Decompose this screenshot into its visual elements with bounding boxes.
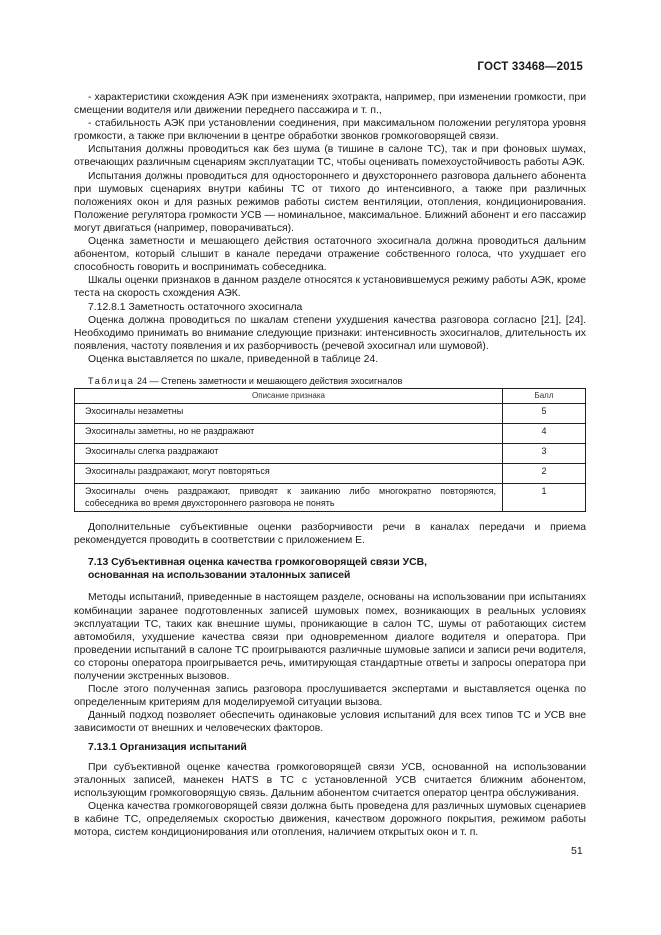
- table-cell-description: [75, 464, 503, 484]
- table-row: [75, 444, 586, 464]
- paragraph: - стабильность АЭК при установлении соединения, при максимальном положении регулятора уровня громкости, а также при включении в центре обработки звонков громкоговорящей связи.: [74, 118, 586, 143]
- paragraph: Оценка заметности и мешающего действия остаточного эхосигнала должна проводиться дальним абонентом, который слышит в канале передачи отражение собственного голоса, что ухудшает его способность говорить и воспринимать собеседника.: [74, 236, 586, 274]
- table-cell-score: 5: [503, 404, 586, 424]
- table-cell-description: [75, 424, 503, 444]
- page-body: [74, 91, 586, 839]
- description-text: Эхосигналы слегка раздражают: [85, 446, 219, 457]
- paragraph: Оценка должна проводиться по шкалам степени ухудшения качества разговора согласно [21], [24]. Необходимо принимать во внимание следующие признаки: интенсивность эхосигналов, длительность их появления, частоту появления и их разборчивость (речевой эхосигнал или шумовой).: [74, 314, 586, 352]
- table-cell-score: 4: [503, 424, 586, 444]
- table-cell-score: 3: [503, 444, 586, 464]
- table-cell-description: [75, 484, 503, 512]
- echo-rating-table: [74, 388, 586, 512]
- paragraph: После этого полученная запись разговора прослушивается экспертами и выставляется оценка по определенным критериям для моделируемой ситуации вызова.: [74, 684, 586, 709]
- paragraph: При субъективной оценке качества громкоговорящей связи УСВ, основанной на использовании эталонных записей, манекен HATS в ТС с установленной УСВ считается ближним абонентом, использующим громкоговорящую связь. Дальним абонентом считается оператор центра обслуживания.: [74, 761, 586, 799]
- description-text: Эхосигналы незаметны: [85, 406, 184, 417]
- paragraph: Дополнительные субъективные оценки разборчивости речи в каналах передачи и приема рекомендуется проводить в соответствии с приложением Е.: [74, 522, 586, 547]
- paragraph: Шкалы оценки признаков в данном разделе относятся к установившемуся режиму работы АЭК, кроме теста на скорость схождения АЭК.: [74, 275, 586, 300]
- section-heading-7-13-line1: 7.13 Субъективная оценка качества громкоговорящей связи УСВ,: [88, 557, 428, 569]
- table-caption-text: 24 — Степень заметности и мешающего действия эхосигналов: [134, 375, 403, 386]
- paragraph: Оценка качества громкоговорящей связи должна быть проведена для различных шумовых сценариев в кабине ТС, определяемых скоростью движения, качеством дорожного покрытия, режимом работы мотора, систем кондиционирования или отопления, наличием открытых окон и т. п.: [74, 800, 586, 839]
- paragraph: Оценка выставляется по шкале, приведенной в таблице 24.: [88, 353, 379, 365]
- table-row: [75, 424, 586, 444]
- page-number: 51: [571, 845, 583, 857]
- section-heading-7-13-line2: основанная на использовании эталонных записей: [88, 570, 351, 582]
- paragraph: Методы испытаний, приведенные в настоящем разделе, основаны на использовании при испытаниях комбинации заранее подготовленных записей шумовых помех, возникающих в реальных условиях эксплуатации ТС, таких как внешние шумы, проникающие в салон ТС, шумы от работающих систем автомобиля, ухудшение качества связи при одновременном диалоге водителя и оператора. При проведении испытаний в салоне ТС проигрываются различные шумовые записи и записи речи водителя, со стороны оператора проигрывается речь, имитирующая стандартные ответы и запросы оператора при получении экстренных вызовов.: [74, 592, 586, 682]
- table-cell-description: [75, 404, 503, 424]
- column-header-score: Балл: [503, 389, 586, 404]
- document-id-header: ГОСТ 33468—2015: [477, 61, 583, 73]
- table-cell-description: [75, 444, 503, 464]
- description-text: Эхосигналы раздражают, могут повторяться: [85, 466, 270, 477]
- paragraph: Испытания должны проводиться для одностороннего и двухстороннего разговора дальнего абонента при шумовых сценариях внутри кабины ТС от тихого до интенсивного, а также при различных положениях окон и для разных режимов работы систем вентиляции, отопления, кондиционирования. Положение регулятора громкости УСВ — номинальное, максимальное. Ближний абонент и его пассажир могут двигаться (например, поворачиваться).: [74, 170, 586, 234]
- column-header-description: Описание признака: [75, 389, 503, 404]
- table-row: [75, 484, 586, 512]
- description-text: Эхосигналы заметны, но не раздражают: [85, 426, 255, 437]
- subsection-heading: 7.12.8.1 Заметность остаточного эхосигнала: [88, 301, 303, 313]
- paragraph: - характеристики схождения АЭК при изменениях эхотракта, например, при изменении громкости, при смещении водителя или движении переднего пассажира и т. п.,: [74, 92, 586, 117]
- paragraph: Испытания должны проводиться как без шума (в тишине в салоне ТС), так и при фоновых шумах, отвечающих различным сценариям эксплуатации ТС, чтобы оценивать помехоустойчивость работы АЭК.: [74, 144, 586, 169]
- section-heading-7-13-1: 7.13.1 Организация испытаний: [88, 742, 247, 754]
- table-caption: [74, 375, 586, 388]
- table-cell-score: 2: [503, 464, 586, 484]
- table-row: [75, 404, 586, 424]
- table-caption-word: Таблица: [88, 375, 135, 386]
- table-row: [75, 464, 586, 484]
- description-text: Эхосигналы очень раздражают, приводят к заиканию либо многократно повторяются, собеседника во время двухстороннего разговора не понять: [85, 486, 496, 508]
- paragraph: Данный подход позволяет обеспечить одинаковые условия испытаний для всех типов ТС и УСВ вне зависимости от внешних и человеческих факторов.: [74, 710, 586, 735]
- table-cell-score: 1: [503, 484, 586, 512]
